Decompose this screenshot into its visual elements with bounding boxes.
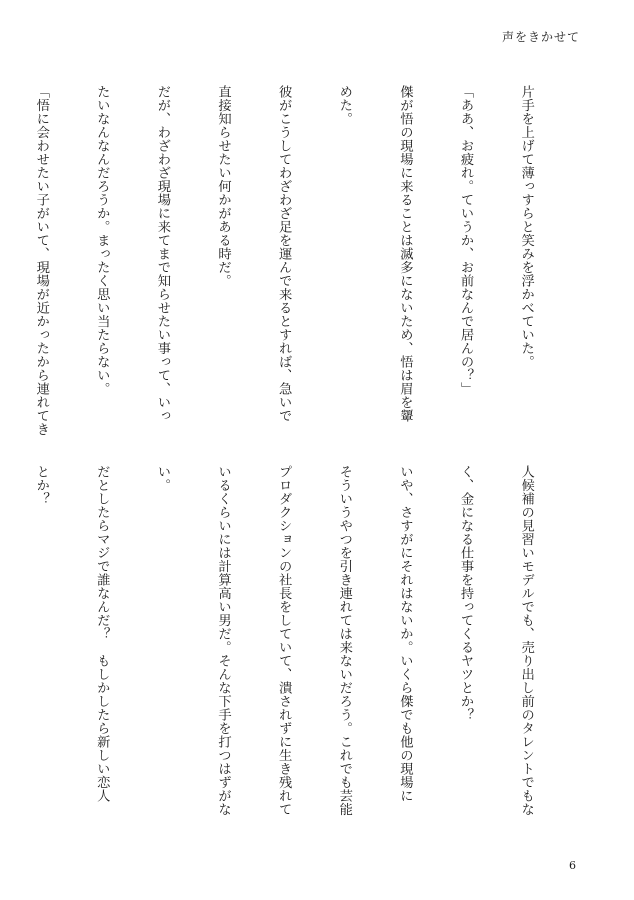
text-line: プロダクションの社長をしていて、潰されずに生き残れて xyxy=(276,465,292,816)
text-line: いるくらいには計算高い男だ。そんな下手を打つはずがな xyxy=(215,465,231,816)
text-line: 「ああ、お疲れ。ていうか、お前なんで居んの？」 xyxy=(457,85,473,396)
text-line: 直接知らせたい何かがある時だ。 xyxy=(215,85,231,288)
page-number: 6 xyxy=(569,859,576,872)
running-header: 声をきかせて xyxy=(501,30,580,44)
text-line: い。 xyxy=(154,465,170,492)
text-line: いや、さすがにそれはないか。いくら傑でも他の現場に xyxy=(397,465,413,803)
text-line: とか？ xyxy=(33,465,49,506)
text-line: 人候補の見習いモデルでも、売り出し前のタレントでもな xyxy=(518,465,534,816)
text-line: 彼がこうしてわざわざ足を運んで来るとすれば、急いで xyxy=(276,85,292,423)
text-line: そういうやつを引き連れては来ないだろう。これでも芸能 xyxy=(336,465,352,816)
text-line: たいなんなんだろうか。まったく思い当たらない。 xyxy=(94,85,110,396)
text-line: めた。 xyxy=(336,85,352,126)
text-line: 片手を上げて薄っすらと笑みを浮かべていた。 xyxy=(518,85,534,369)
text-line: だとしたらマジで誰なんだ？ もしかしたら新しい恋人 xyxy=(94,465,110,803)
text-block-bottom xyxy=(0,465,576,816)
text-block-top xyxy=(0,85,576,436)
text-line: 傑が悟の現場に来ることは滅多にないため、悟は眉を顰 xyxy=(397,85,413,423)
text-line: だが、わざわざ現場に来てまで知らせたい事って、いっ xyxy=(154,85,170,423)
text-line: 「悟に会わせたい子がいて、現場が近かったから連れてき xyxy=(33,85,49,436)
text-line: く、金になる仕事を持ってくるヤツとか？ xyxy=(457,465,473,722)
